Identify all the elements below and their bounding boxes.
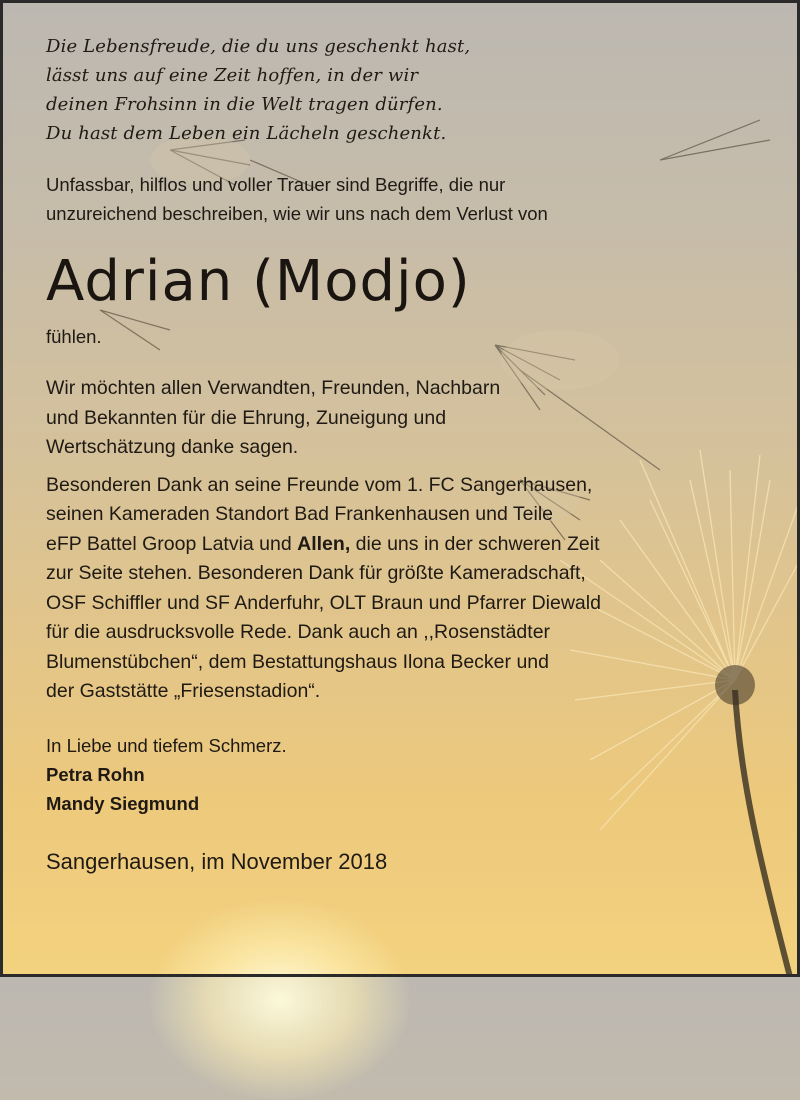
obituary-text bbox=[46, 32, 760, 878]
intro-text bbox=[46, 170, 760, 228]
thanks-paragraph-2 bbox=[46, 471, 760, 707]
after-name-text: fühlen. bbox=[46, 326, 102, 347]
poem-line: Die Lebensfreude, die du uns geschenkt hast, bbox=[46, 36, 471, 57]
thanks-line: Wir möchten allen Verwandten, Freunden, Nachbarn bbox=[46, 377, 501, 399]
deceased-name: Adrian (Modjo) bbox=[46, 249, 471, 314]
signature-name: Mandy Siegmund bbox=[46, 792, 200, 814]
thanks-text: eFP Battel Groop Latvia und bbox=[46, 532, 298, 555]
thanks-line: seinen Kameraden Standort Bad Frankenhausen und Teile bbox=[46, 503, 553, 525]
intro-line: unzureichend beschreiben, wie wir uns nach dem Verlust von bbox=[46, 203, 548, 224]
thanks-text: die uns in der schweren Zeit bbox=[350, 532, 600, 555]
thanks-emphasis: Allen, bbox=[297, 532, 351, 555]
poem-line: Du hast dem Leben ein Lächeln geschenkt. bbox=[46, 123, 447, 144]
thanks-paragraph-1 bbox=[46, 374, 760, 463]
thanks-line: Blumenstübchen“, dem Bestattungshaus Ilona Becker und bbox=[46, 650, 549, 673]
thanks-line: und Bekannten für die Ehrung, Zuneigung und bbox=[46, 406, 447, 429]
thanks-line: OSF Schiffler und SF Anderfuhr, OLT Braun und Pfarrer Diewald bbox=[46, 591, 601, 614]
poem-line: lässt uns auf eine Zeit hoffen, in der wir bbox=[46, 65, 419, 86]
signature-name: Petra Rohn bbox=[46, 763, 145, 785]
thanks-line bbox=[46, 530, 760, 560]
place-and-date: Sangerhausen, im November 2018 bbox=[46, 848, 388, 874]
thanks-line: zur Seite stehen. Besonderen Dank für größte Kameradschaft, bbox=[46, 562, 586, 584]
closing-text: In Liebe und tiefem Schmerz. bbox=[46, 734, 287, 756]
thanks-line: Besonderen Dank an seine Freunde vom 1. FC Sangerhausen, bbox=[46, 473, 593, 496]
thanks-line: Wertschätzung danke sagen. bbox=[46, 436, 299, 458]
thanks-line: der Gaststätte „Friesenstadion“. bbox=[46, 680, 321, 702]
poem-line: deinen Frohsinn in die Welt tragen dürfen. bbox=[46, 94, 443, 115]
thanks-line: für die ausdrucksvolle Rede. Dank auch an ,,Rosenstädter bbox=[46, 621, 551, 643]
intro-line: Unfassbar, hilflos und voller Trauer sind Begriffe, die nur bbox=[46, 174, 506, 195]
poem bbox=[46, 32, 760, 148]
